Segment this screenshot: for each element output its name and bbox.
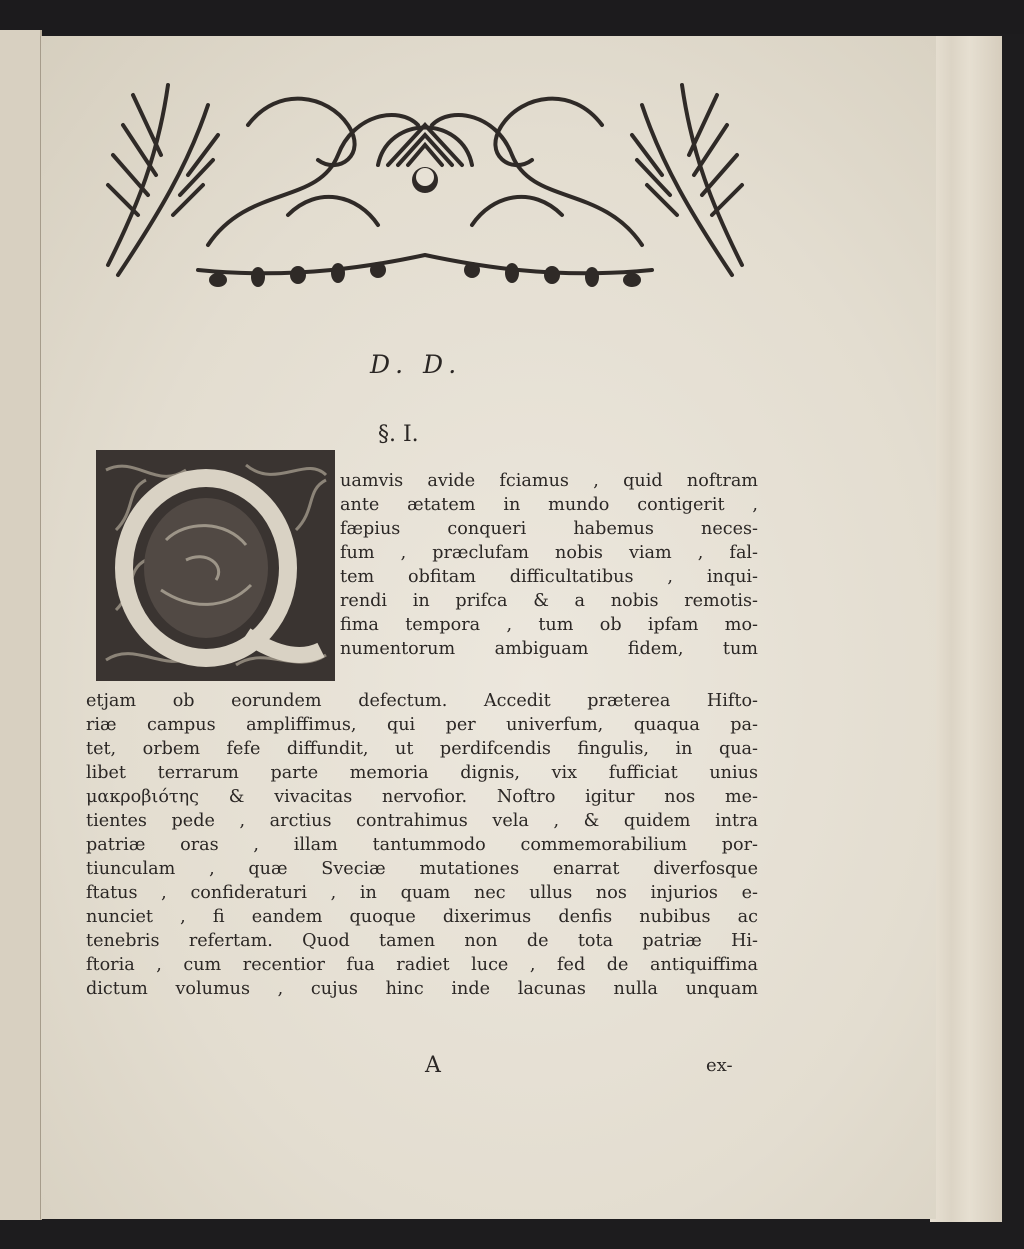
text-line: ftoria , cum recentior fua radiet luce , fed de antiquiffima: [86, 955, 758, 975]
text-line: tenebris refertam. Quod tamen non de tota patriæ Hi-: [86, 931, 758, 951]
text-line: riæ campus ampliffimus, qui per univerfum, quaqua pa-: [86, 715, 758, 735]
text-line: etjam ob eorundem defectum. Accedit præterea Hifto-: [86, 691, 758, 711]
decorated-initial: [96, 450, 335, 681]
text-line: μακροβιότης & vivacitas nervofior. Noftro igitur nos me-: [86, 787, 758, 807]
page-edges: [930, 36, 1002, 1222]
text-line: numentorum ambiguam fidem, tum: [340, 639, 758, 659]
text-line: fæpius conqueri habemus neces-: [340, 519, 758, 539]
text-line: rendi in prifca & a nobis remotis-: [340, 591, 758, 611]
text-line: tientes pede , arctius contrahimus vela , & quidem intra: [86, 811, 758, 831]
facing-page-edge: [0, 30, 42, 1220]
section-number: §. I.: [378, 422, 419, 447]
paragraph-narrow: [340, 469, 758, 661]
text-line: tet, orbem fefe diffundit, ut perdifcendis fingulis, in qua-: [86, 739, 758, 759]
initial-letter: Q: [96, 450, 97, 451]
paragraph-wide: [86, 689, 758, 1001]
scan-background: [0, 0, 1024, 34]
text-line: ftatus , confideraturi , in quam nec ullus nos injurios e-: [86, 883, 758, 903]
text-line: fum , præclufam nobis viam , fal-: [340, 543, 758, 563]
text-line: uamvis avide fciamus , quid noftram: [340, 471, 758, 491]
text-line: fima tempora , tum ob ipfam mo-: [340, 615, 758, 635]
text-line: libet terrarum parte memoria dignis, vix fufficiat unius: [86, 763, 758, 783]
text-line: dictum volumus , cujus hinc inde lacunas nulla unquam: [86, 979, 758, 999]
text-line: patriæ oras , illam tantummodo commemorabilium por-: [86, 835, 758, 855]
ornamental-headpiece: [98, 65, 752, 297]
text-line: nunciet , fi eandem quoque dixerimus denfis nubibus ac: [86, 907, 758, 927]
page-title: D. D.: [370, 350, 463, 379]
text-line: tiunculam , quæ Sveciæ mutationes enarrat diverfosque: [86, 859, 758, 879]
catchword: ex-: [706, 1055, 733, 1076]
text-line: ante ætatem in mundo contigerit ,: [340, 495, 758, 515]
text-line: tem obfitam difficultatibus , inqui-: [340, 567, 758, 587]
signature-mark: A: [425, 1053, 441, 1078]
